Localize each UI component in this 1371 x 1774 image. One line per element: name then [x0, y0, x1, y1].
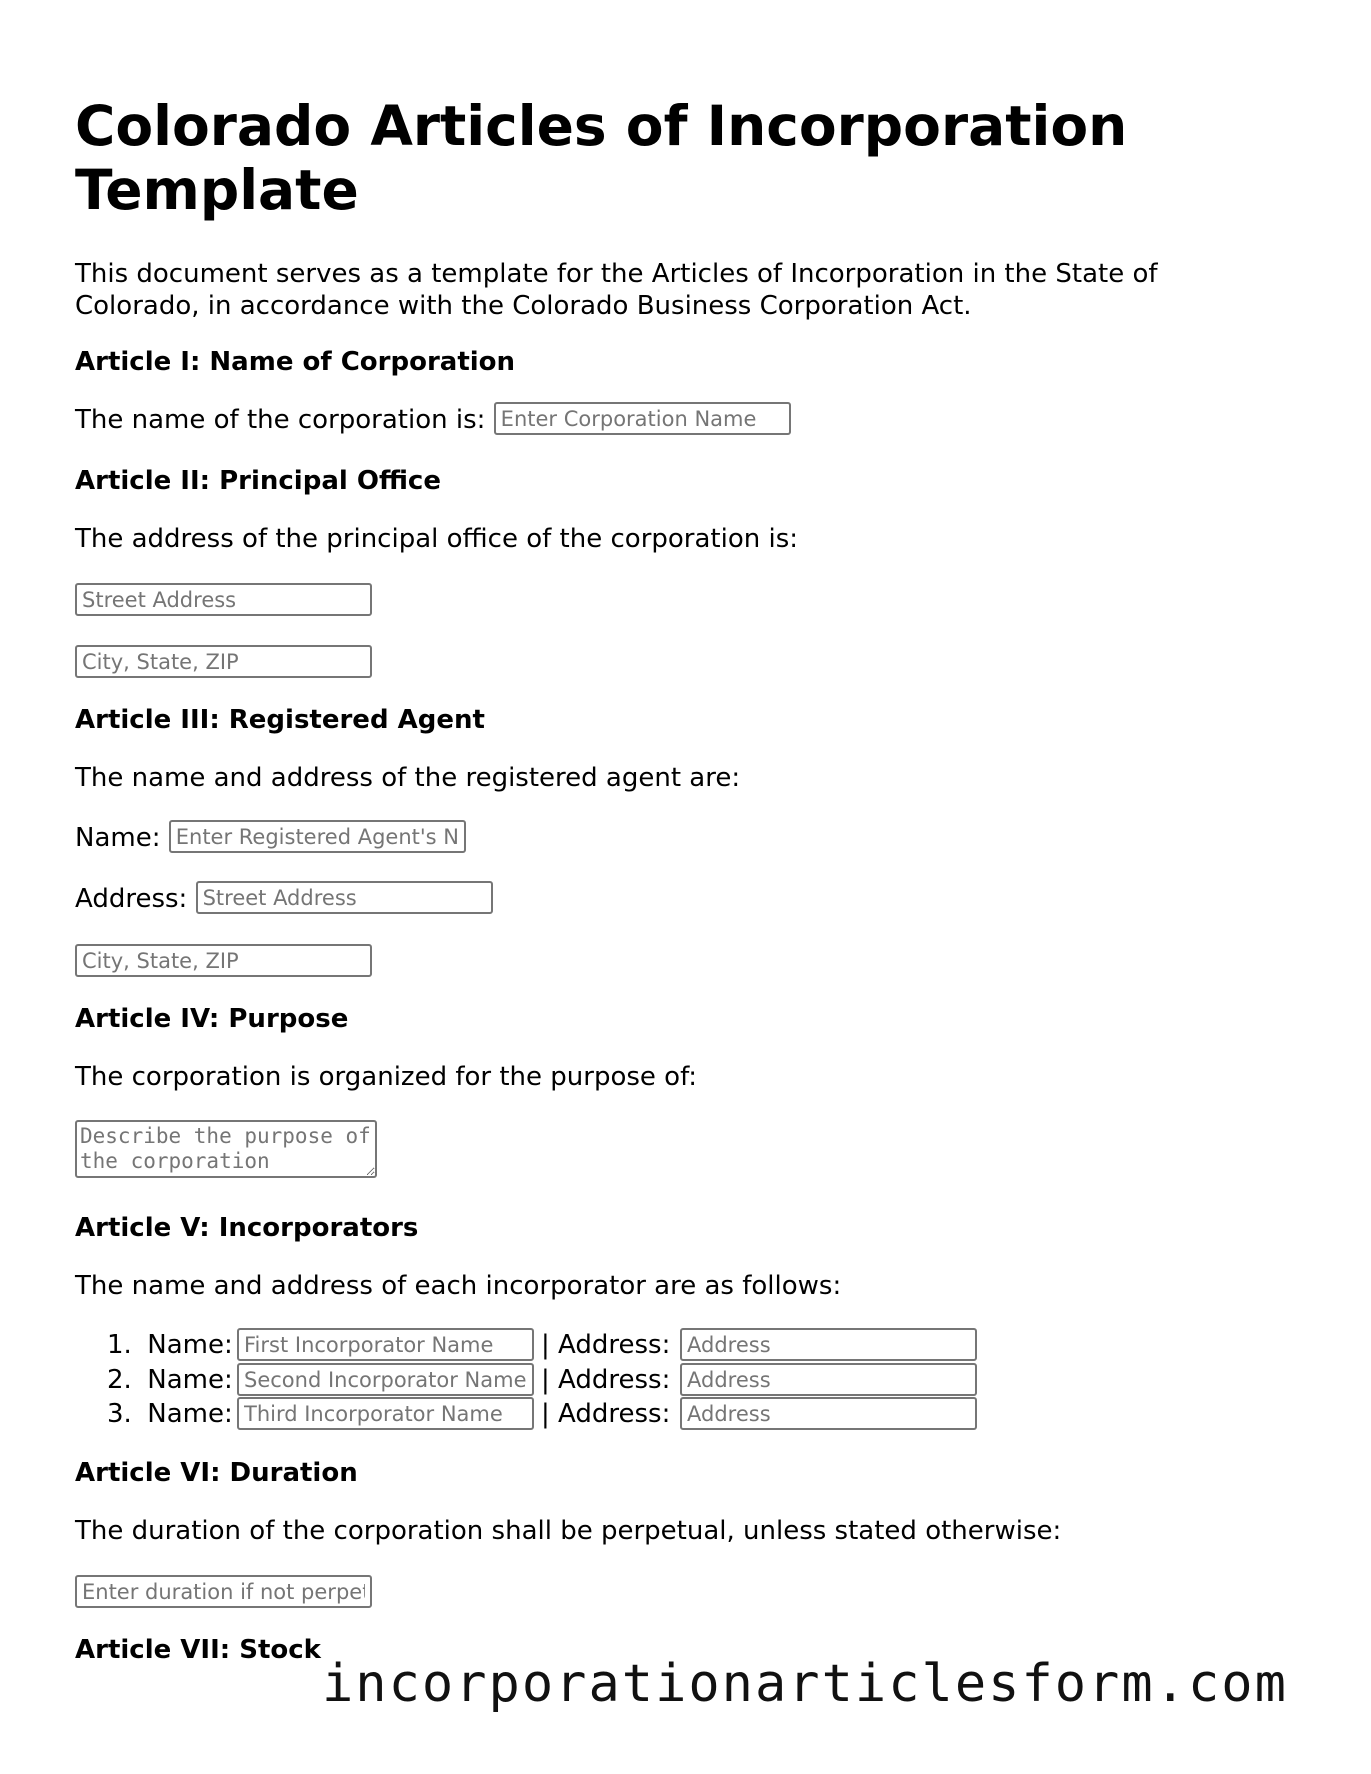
incorporator-name-label: Name: [147, 1330, 233, 1360]
agent-street-input[interactable] [196, 881, 493, 914]
principal-city-input[interactable] [75, 645, 372, 678]
incorporator-address-label: | Address: [541, 1330, 671, 1360]
principal-street-input[interactable] [75, 583, 372, 616]
incorporator-number: 1. [107, 1330, 132, 1360]
article-2-heading: Article II: Principal Office [75, 466, 441, 496]
article-3-heading: Article III: Registered Agent [75, 705, 485, 735]
agent-address-row [75, 883, 493, 916]
article-6-label: The duration of the corporation shall be perpetual, unless stated otherwise: [75, 1516, 1062, 1546]
watermark-text: incorporationarticlesform.com [322, 1654, 1288, 1714]
article-7-heading: Article VII: Stock [75, 1635, 321, 1665]
incorporator-name-label: Name: [147, 1399, 233, 1429]
article-5-label: The name and address of each incorporator are as follows: [75, 1271, 842, 1301]
incorporator-2-name-input[interactable] [237, 1363, 534, 1396]
article-2-label: The address of the principal office of the corporation is: [75, 524, 799, 554]
incorporator-3-name-input[interactable] [237, 1397, 534, 1430]
incorporator-3-address-input[interactable] [680, 1397, 977, 1430]
incorporator-number: 3. [107, 1399, 132, 1429]
article-5-heading: Article V: Incorporators [75, 1213, 419, 1243]
article-3-label: The name and address of the registered agent are: [75, 763, 741, 793]
incorporator-number: 2. [107, 1365, 132, 1395]
incorporator-1-address-input[interactable] [680, 1328, 977, 1361]
page-title: Colorado Articles of Incorporation Template [75, 94, 1128, 222]
intro-text: This document serves as a template for the Articles of Incorporation in the State of Colorado, in accordance with the Colorado Business Corporation Act. [75, 259, 1158, 321]
purpose-textarea[interactable] [75, 1120, 377, 1178]
incorporator-name-label: Name: [147, 1365, 233, 1395]
incorporator-address-label: | Address: [541, 1399, 671, 1429]
incorporator-address-label: | Address: [541, 1365, 671, 1395]
agent-address-label: Address: [75, 884, 188, 914]
incorporator-1-name-input[interactable] [237, 1328, 534, 1361]
article-1-label: The name of the corporation is: [75, 405, 486, 435]
article-4-label: The corporation is organized for the purpose of: [75, 1062, 698, 1092]
agent-name-label: Name: [75, 823, 161, 853]
agent-name-input[interactable] [169, 820, 466, 853]
agent-city-input[interactable] [75, 944, 372, 977]
article-1-row [75, 404, 791, 437]
incorporator-row [107, 1363, 671, 1397]
duration-input[interactable] [75, 1575, 372, 1608]
incorporator-row [107, 1328, 671, 1362]
corporation-name-input[interactable] [494, 402, 791, 435]
article-1-heading: Article I: Name of Corporation [75, 347, 516, 377]
article-4-heading: Article IV: Purpose [75, 1004, 349, 1034]
agent-name-row [75, 822, 466, 855]
incorporator-2-address-input[interactable] [680, 1363, 977, 1396]
incorporator-row [107, 1397, 671, 1431]
article-6-heading: Article VI: Duration [75, 1458, 358, 1488]
